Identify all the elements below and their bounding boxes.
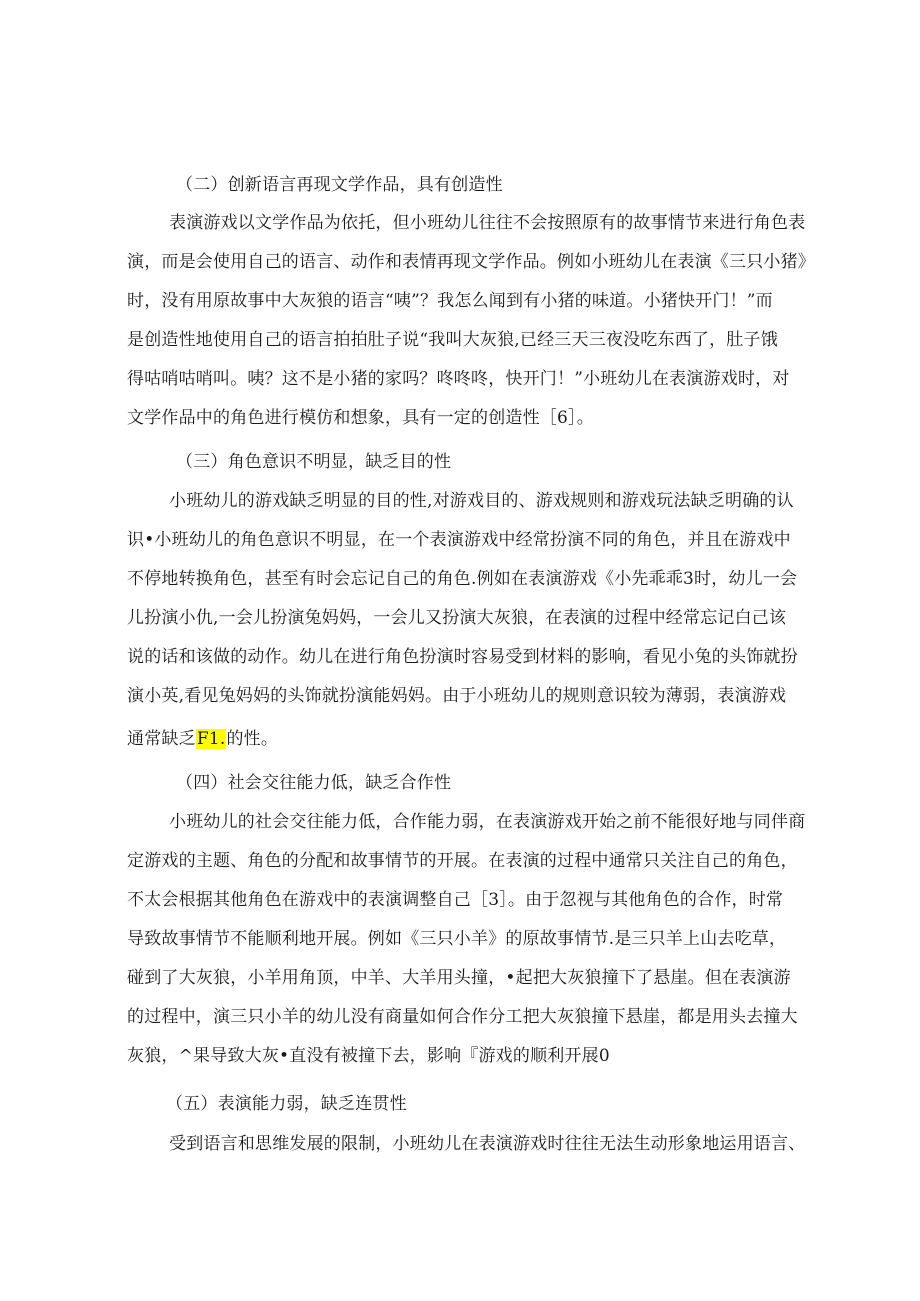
paragraph-line: 得咕哨咕哨叫。咦？这不是小猪的家吗？咚咚咚，快开门！”小班幼儿在表演游戏时，对 <box>127 369 790 389</box>
paragraph-line: 小班幼儿的游戏缺乏明显的目的性,对游戏目的、游戏规则和游戏玩法缺乏明确的认 <box>169 491 794 511</box>
text-after-highlight: 的性。 <box>226 729 279 749</box>
section-4-heading: （四）社会交往能力低，缺乏合作性 <box>176 773 452 793</box>
paragraph-line: 表演游戏以文学作品为依托，但小班幼儿往往不会按照原有的故事情节来进行角色表 <box>169 213 806 233</box>
paragraph-line: 是创造性地使用自己的语言拍拍肚子说“我叫大灰狼,已经三天三夜没吃东西了，肚子饿 <box>127 330 778 350</box>
paragraph-line: 文学作品中的角色进行模仿和想象，具有一定的创造性［6］。 <box>127 408 594 428</box>
paragraph-line-highlighted <box>127 728 278 750</box>
paragraph-line: 灰狼，^果导致大灰•直没有被撞下去，影响『游戏的顺利开展0 <box>127 1046 610 1066</box>
paragraph-line: 受到语言和思维发展的限制，小班幼儿在表演游戏时往往无法生动形象地运用语言、 <box>169 1134 806 1154</box>
paragraph-line: 识•小班幼儿的角色意识不明显，在一个表演游戏中经常扮演不同的角色，并且在游戏中 <box>127 530 791 550</box>
highlighted-text: F1. <box>196 729 226 749</box>
paragraph-line: 演，而是会使用自己的语言、动作和表情再现文学作品。例如小班幼儿在表演《三只小猪》 <box>127 252 815 272</box>
paragraph-line: 的过程中，演三只小羊的幼儿没有商量如何合作分工把大灰狼撞下悬崖，都是用头去撞大 <box>127 1007 798 1027</box>
paragraph-line: 不停地转换角色，甚至有时会忘记自己的角色.例如在表演游戏《小先乖乖3时，幼儿一会 <box>127 569 798 589</box>
paragraph-line: 小班幼儿的社会交往能力低，合作能力弱，在表演游戏开始之前不能很好地与同伴商 <box>169 812 806 832</box>
section-2-heading: （二）创新语言再现文学作品，具有创造性 <box>176 175 503 195</box>
section-3-heading: （三）角色意识不明显，缺乏目的性 <box>176 452 452 472</box>
text-before-highlight: 通常缺乏 <box>127 729 196 749</box>
paragraph-line: 导致故事情节不能顺利地开展。例如《三只小羊》的原故事情节.是三只羊上山去吃草， <box>127 929 787 949</box>
paragraph-line: 演小英,看见兔妈妈的头饰就扮演能妈妈。由于小班幼儿的规则意识较为薄弱，表演游戏 <box>127 686 787 706</box>
section-5-heading: （五）表演能力弱，缺乏连贯性 <box>166 1094 407 1114</box>
paragraph-line: 儿扮演小仇,一会儿扮演兔妈妈，一会儿又扮演大灰狼，在表演的过程中经常忘记白己该 <box>127 608 787 628</box>
paragraph-line: 时，没有用原故事中大灰狼的语言“咦”？我怎么闻到有小猪的味道。小猪快开门！”而 <box>127 291 773 311</box>
paragraph-line: 碰到了大灰狼，小羊用角顶，中羊、大羊用头撞，•起把大灰狼撞下了悬崖。但在表演游 <box>127 968 791 988</box>
paragraph-line: 不太会根据其他角色在游戏中的表演调整自己［3］。由于忽视与其他角色的合作，时常 <box>127 890 784 910</box>
paragraph-line: 定游戏的主题、角色的分配和故事情节的开展。在表演的过程中通常只关注自己的角色， <box>127 851 798 871</box>
paragraph-line: 说的话和该做的动作。幼儿在进行角色扮演时容易受到材料的影响，看见小兔的头饰就扮 <box>127 647 798 667</box>
